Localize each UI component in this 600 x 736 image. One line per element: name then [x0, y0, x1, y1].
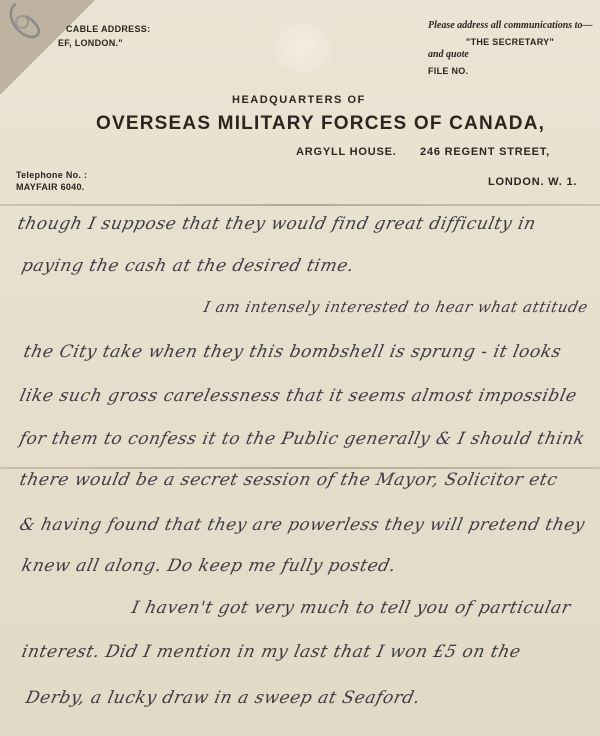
and-quote-label: and quote — [428, 49, 469, 60]
handwriting-line: there would be a secret session of the Mayor, Solicitor etc — [17, 470, 560, 490]
embossed-seal — [270, 20, 334, 76]
telephone-value: MAYFAIR 6040. — [16, 182, 85, 192]
handwriting-line: interest. Did I mention in my last that I won £5 on the — [19, 642, 523, 662]
organization-name: OVERSEAS MILITARY FORCES OF CANADA, — [96, 113, 546, 134]
communications-note: Please address all communications to— — [428, 20, 593, 31]
handwriting-line: paying the cash at the desired time. — [19, 256, 357, 276]
cable-address-value: EF, LONDON." — [58, 38, 123, 48]
handwriting-line: I haven't got very much to tell you of particular — [129, 598, 573, 618]
cable-address-label: CABLE ADDRESS: — [66, 24, 151, 34]
handwriting-line: I am intensely interested to hear what attitude — [202, 298, 590, 316]
upper-fold — [0, 204, 600, 206]
middle-fold — [0, 467, 600, 469]
building-name: ARGYLL HOUSE. — [296, 146, 397, 158]
handwriting-line: for them to confess it to the Public generally & I should think — [17, 428, 588, 448]
headquarters-line: HEADQUARTERS OF — [232, 94, 366, 106]
paper-clip-icon — [4, 0, 44, 46]
handwriting-line: though I suppose that they would find great difficulty in — [15, 214, 538, 234]
telephone-label: Telephone No. : — [16, 170, 88, 180]
file-no-label: FILE NO. — [428, 66, 469, 76]
handwriting-line: the City take when they this bombshell is sprung - it looks — [21, 342, 564, 362]
handwriting-line: like such gross carelessness that it seems almost impossible — [17, 386, 579, 406]
handwriting-line: & having found that they are powerless they will pretend they — [17, 514, 588, 534]
handwriting-line: Derby, a lucky draw in a sweep at Seaford. — [23, 688, 423, 708]
secretary-label: "THE SECRETARY" — [466, 37, 555, 47]
handwriting-line: knew all along. Do keep me fully posted. — [19, 556, 398, 576]
city-line: LONDON. W. 1. — [488, 176, 578, 188]
street-address: 246 REGENT STREET, — [420, 146, 550, 158]
